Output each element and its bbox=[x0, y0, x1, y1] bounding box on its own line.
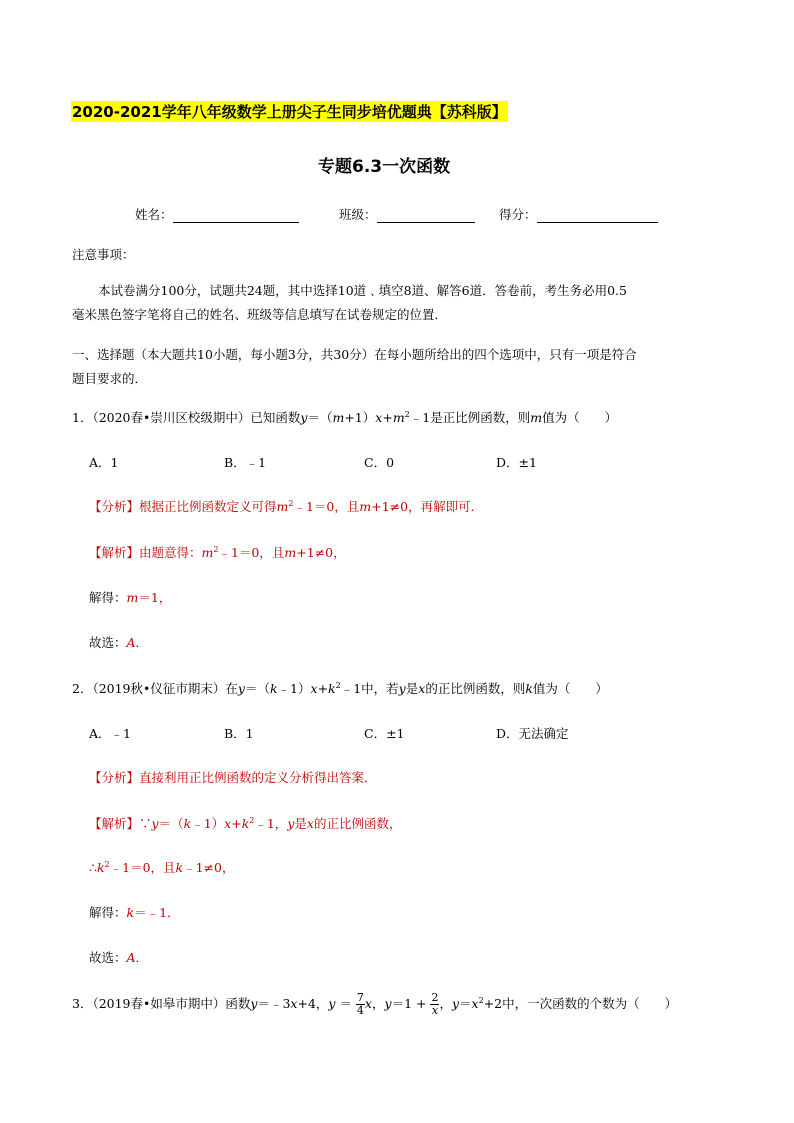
q2-solve: 解得：k＝﹣1． bbox=[89, 905, 180, 920]
class-field bbox=[339, 205, 475, 223]
name-blank bbox=[173, 210, 299, 223]
q1-option-d: D．±1 bbox=[496, 455, 537, 470]
class-blank bbox=[377, 210, 475, 223]
q1-analysis: 【分析】根据正比例函数定义可得$m^2﹣1=0$，且m+1≠0，再解即可． bbox=[89, 498, 484, 514]
q1-option-b: B．﹣1 bbox=[224, 455, 267, 470]
q2-option-a: A．﹣1 bbox=[89, 726, 131, 741]
q1-option-c: C．0 bbox=[364, 455, 395, 470]
score-field bbox=[499, 205, 658, 223]
q2-analysis: 【分析】直接利用正比例函数的定义分析得出答案． bbox=[89, 770, 377, 785]
section1-line-1: 一、选择题（本大题共10小题，每小题3分，共30分）在每小题所给出的四个选项中，只有一项是符合 bbox=[72, 347, 637, 362]
header-banner: 2020-2021学年八年级数学上册尖子生同步培优题典【苏科版】 bbox=[72, 103, 507, 121]
notice-line-2: 毫米黑色签字笔将自己的姓名、班级等信息填写在试卷规定的位置． bbox=[72, 307, 448, 322]
q1-answer: 故选：A． bbox=[89, 635, 149, 650]
q2-option-d: D．无法确定 bbox=[496, 726, 569, 741]
q1-solve: 解得：m＝1， bbox=[89, 590, 172, 605]
q3-stem: 3．（2019春•如皋市期中）函数y＝﹣3x+4，y ＝ $\frac{7}{4}$ x，y＝1 + $\frac{2}{x}$ ，$y=x^2+2$中，一次函数的个数为（ ） bbox=[72, 991, 678, 1017]
notice-heading: 注意事项： bbox=[72, 247, 135, 262]
q1-stem: 1．（2020春•崇川区校级期中）已知函数$y=(m+1)x+m^2﹣1$是正比例函数，则m值为（ ） bbox=[72, 409, 618, 425]
q2-condition: $\therefore k^2﹣1=0$，且k﹣1≠0， bbox=[89, 859, 235, 875]
score-blank bbox=[537, 210, 658, 223]
q2-stem: 2．（2019秋•仪征市期末）在$y=(k﹣1)x+k^2﹣1$中，若y是x的正比例函数，则k值为（ ） bbox=[72, 680, 608, 696]
name-field bbox=[135, 205, 299, 223]
section1-line-2: 题目要求的． bbox=[72, 371, 148, 386]
q1-option-a: A．1 bbox=[89, 455, 119, 470]
score-label: 得分： bbox=[499, 207, 537, 222]
q1-solution: 【解析】由题意得：$m^2﹣1=0$，且m+1≠0， bbox=[89, 544, 346, 560]
name-label: 姓名： bbox=[135, 207, 173, 222]
fraction-2-x: $\frac{2}{x}$ bbox=[431, 991, 439, 1017]
fraction-7-4: $\frac{7}{4}$ bbox=[356, 991, 364, 1017]
q2-option-b: B．1 bbox=[224, 726, 254, 741]
q2-answer: 故选：A． bbox=[89, 950, 149, 965]
doc-title: 专题6.3一次函数 bbox=[318, 157, 451, 177]
q2-option-c: C．±1 bbox=[364, 726, 405, 741]
q2-solution: 【解析】$\because y=(k﹣1)x+k^2﹣1$，y是x的正比例函数， bbox=[89, 815, 402, 831]
notice-line-1: 本试卷满分100分，试题共24题，其中选择10道﹑填空8道、解答6道．答卷前，考生务必用0.5 bbox=[98, 283, 627, 298]
class-label: 班级： bbox=[339, 207, 377, 222]
